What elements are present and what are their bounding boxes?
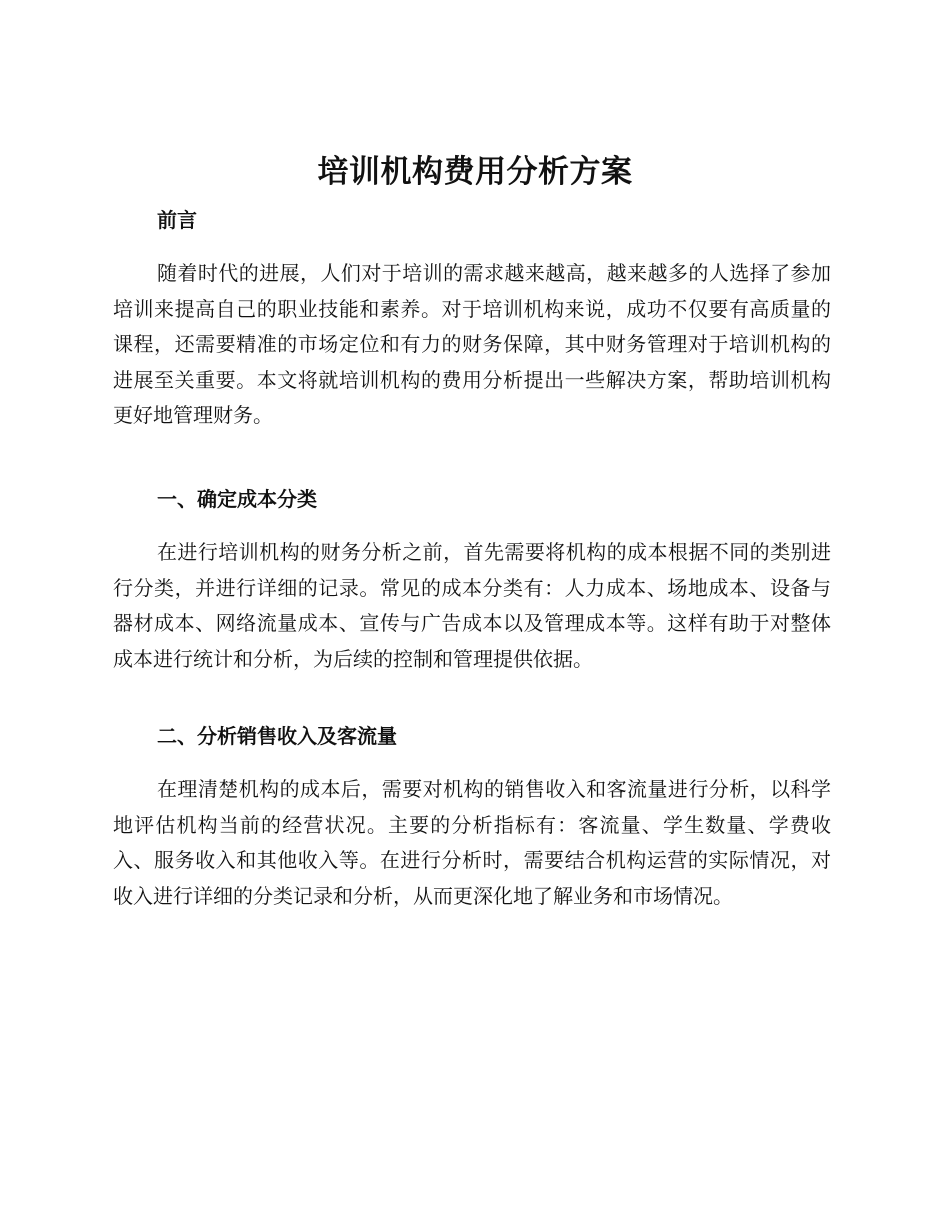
section-heading-preface: 前言 [157,208,197,232]
section-heading-cost-classification: 一、确定成本分类 [157,487,317,511]
section-body-sales-analysis: 在理清楚机构的成本后，需要对机构的销售收入和客流量进行分析，以科学地评估机构当前的经营状况。主要的分析指标有：客流量、学生数量、学费收入、服务收入和其他收入等。在进行分析时，需要结合机构运营的实际情况，对收入进行详细的分类记录和分析，从而更深化地了解业务和市场情况。 [113,777,831,908]
document-title: 培训机构费用分析方案 [317,154,633,190]
section-body-preface: 随着时代的进展，人们对于培训的需求越来越高，越来越多的人选择了参加培训来提高自己的职业技能和素养。对于培训机构来说，成功不仅要有高质量的课程，还需要精准的市场定位和有力的财务保障，其中财务管理对于培训机构的进展至关重要。本文将就培训机构的费用分析提出一些解决方案，帮助培训机构更好地管理财务。 [113,261,831,428]
section-body-cost-classification: 在进行培训机构的财务分析之前，首先需要将机构的成本根据不同的类别进行分类，并进行详细的记录。常见的成本分类有：人力成本、场地成本、设备与器材成本、网络流量成本、宣传与广告成本以及管理成本等。这样有助于对整体成本进行统计和分析，为后续的控制和管理提供依据。 [113,540,831,671]
section-heading-sales-analysis: 二、分析销售收入及客流量 [157,724,397,748]
